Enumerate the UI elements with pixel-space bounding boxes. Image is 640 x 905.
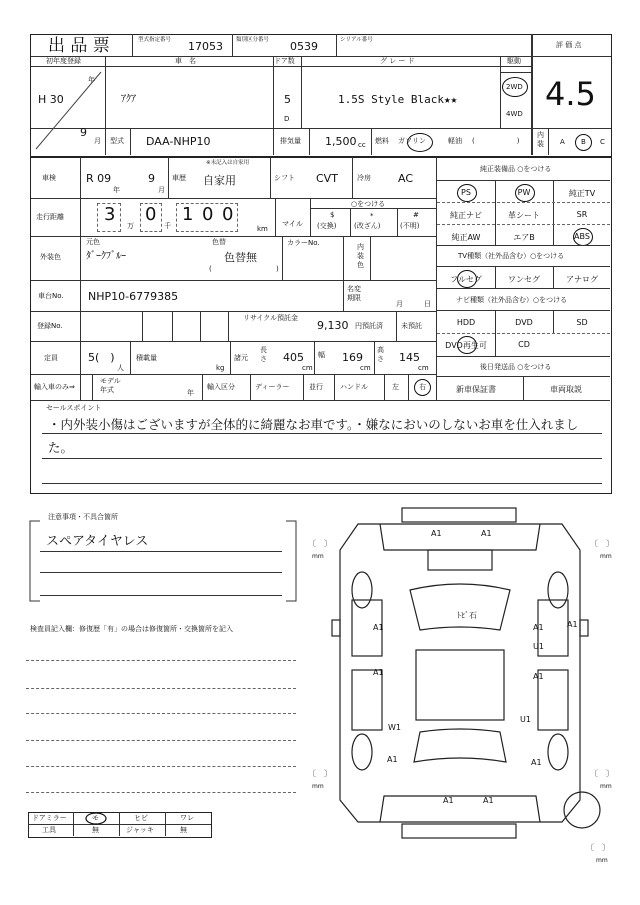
later-title: 後日発送品 ○をつける [480,363,552,371]
shaken-label: 車検 [42,174,56,182]
dia-bracket-tl: 〔 〕 [308,539,332,548]
equip-option-2: PW [517,188,531,197]
orig-color-label: 元色 [86,238,100,246]
interior-b-circle [575,134,592,151]
nav-option-4: DVD再生可 [445,341,487,350]
handle-right: 右 [419,383,426,391]
damage-right-quarter: A1 [531,758,542,767]
capacity-value: 5( ) [88,351,115,364]
score-label: 評 価 点 [556,41,582,49]
equip-title: 純正装備品 ○をつける [480,165,552,173]
dia-mm-tl: mm [312,553,324,560]
drive-2wd: 2WD [506,83,523,91]
tv-option-1: フルセグ [450,275,482,284]
model-year-unit: 年 [187,389,194,397]
shaken-month-unit: 月 [158,186,165,194]
dia-bracket-spare: 〔 〕 [586,843,610,852]
interior-c: C [600,138,605,146]
shaken-year-unit: 年 [113,186,120,194]
dia-mm-bl: mm [312,783,324,790]
damage-rear-left: A1 [443,796,454,805]
inspector-label: 検査員記入欄：修復歴「有」の場合は修復箇所・交換箇所を記入 [30,625,233,633]
chassis-label: 車台No. [38,292,64,300]
parallel: 並行 [309,383,323,391]
nav-option-3: SD [576,318,588,327]
nav-option-1: HDD [456,318,476,327]
equip-option-1: PS [461,188,471,197]
mile-label: マイル [282,220,303,228]
equip-option-6: SR [576,210,588,219]
len-unit: cm [302,364,313,372]
equip-option-9: ABS [574,232,590,241]
interior-b: B [581,138,586,146]
notes-label: 注意事項・不具合箇所 [48,513,118,521]
model-year-label: モデル年式 [100,377,121,394]
first-reg-label: 初年度登録 [46,57,81,65]
later-option-1: 新車保証書 [456,385,496,394]
repaint-value: 色替無 [224,251,257,264]
capacity-unit: 人 [117,364,124,372]
fuel-gasoline: ガソリン [398,137,426,145]
nav-title: ナビ種類（社外品含む）○をつける [456,296,568,304]
chassis-value: NHP10-6779385 [88,290,179,303]
sheet-title: 出 品 票 [48,36,110,56]
damage-right-mirror: A1 [567,620,578,629]
width-label: 幅 [318,351,325,359]
nav-option-5: CD [518,340,530,349]
height-label: 高さ [377,346,384,363]
altered-sym: * [370,212,374,220]
color-label: 外装色 [40,253,61,261]
handle-label: ハンドル [340,383,368,391]
equip-option-5: 革シート [508,211,540,220]
dia-bracket-br: 〔 〕 [590,769,614,778]
equip-option-2-circle [515,184,535,202]
mileage-unit-sen: 千 [164,222,171,230]
altered-text: (改ざん) [354,222,381,230]
class-no: 0539 [290,40,318,53]
mirror-label: ドアミラー [32,814,67,822]
type-no: 17053 [188,40,223,53]
mirror-motor-circle [84,812,108,825]
height-value: 145 [399,351,420,364]
height-unit: cm [418,364,429,372]
paren-close: ) [276,265,279,273]
dia-bracket-tr: 〔 〕 [590,539,614,548]
mirror-break: ワレ [180,814,194,822]
drive-2wd-circle [502,77,528,97]
mileage-digit-3: 1 [182,204,194,225]
tv-option-1-circle [457,270,477,288]
mirror-crack: ヒビ [134,814,148,822]
doors-sub: D [284,115,290,123]
dia-mm-spare: mm [596,857,608,864]
damage-windshield: ﾄﾋﾞ石 [457,611,477,620]
jack-value: 無 [180,826,187,834]
recycle-none: 未預託 [401,322,422,330]
recycle-unit: 円預託済 [355,322,383,330]
tools-label: 工具 [42,826,56,834]
equip-option-4: 純正ナビ [450,211,482,220]
ac-value: AC [398,172,414,185]
title-change-label: 名変期限 [347,285,361,302]
shift-value: CVT [316,172,338,185]
first-reg-month: 9 [80,126,87,139]
title-change-month: 月 [396,300,403,308]
later-option-2: 車両取説 [550,385,582,394]
damage-right-rear: U1 [520,715,531,724]
damage-left-quarter: A1 [387,755,398,764]
model-label: 型式 [110,137,124,145]
notes-text: スペアタイヤレス [46,534,149,549]
first-reg-year: H 30 [38,93,64,106]
len-value: 405 [283,351,304,364]
ac-label: 冷房 [357,174,371,182]
title-change-day: 日 [424,300,431,308]
dims-label: 諸元 [234,354,248,362]
nav-option-2: DVD [515,318,533,327]
sales-line-1: ・内外装小傷はございますが全体的に綺麗なお車です。・嫌なにおいのしないお車を仕入れまし [48,417,579,432]
doors-label: ドア数 [274,57,295,65]
displacement-value: 1,500 [325,135,357,148]
dia-bracket-bl: 〔 〕 [308,769,332,778]
fuel-gasoline-circle [407,133,433,152]
year-unit: 年 [88,76,95,84]
shaken-month: 9 [148,172,155,185]
cc-unit: cc [358,141,366,149]
displacement-label: 排気量 [280,137,301,145]
dealer: ディーラー [255,383,290,391]
jack-label: ジャッキ [126,826,154,834]
swap-text: (交換) [317,222,337,230]
dia-mm-tr: mm [600,553,612,560]
grade-label: グ レ ー ド [380,57,415,65]
sales-label: セールスポイント [46,404,102,412]
drive-4wd: 4WD [506,110,523,118]
recycle-label-1: リサイクル預託金 [243,314,299,322]
grade-value: 1.5S Style Black★★ [338,93,458,106]
doors-value: 5 [284,93,291,106]
damage-front-left: A1 [431,529,442,538]
sales-line-2: た。 [48,440,74,455]
load-label: 積載量 [136,354,157,362]
swap-sym: $ [330,211,335,219]
type-no-label: 型式指定番号 [138,37,172,43]
tv-option-3: アナログ [566,275,598,284]
month-unit: 月 [94,137,101,145]
regno-label: 登録No. [37,322,63,330]
handle-right-circle [414,379,431,396]
mileage-label: 走行距離 [36,213,64,221]
history-value: 自家用 [203,174,236,187]
tools-value: 無 [92,826,99,834]
shaken-r: R 09 [86,172,112,185]
drive-label: 駆動 [507,57,521,65]
nav-option-4-circle [457,336,477,354]
orig-color-value: ﾀﾞｰｸﾌﾞﾙｰ [86,251,126,262]
car-name: ｱｸｱ [121,94,136,105]
unknown-sym: # [413,211,419,219]
width-value: 169 [342,351,363,364]
handle-left: 左 [392,383,399,391]
mileage-digit-1: 3 [104,204,116,225]
history-note: ※未記入は自家用 [206,160,250,166]
equip-option-1-circle [457,184,477,202]
damage-left-rear: W1 [388,723,401,732]
recycle-value: 9,130 [317,319,349,332]
attach-label: ○をつける [351,200,386,208]
serial-label: シリアル番号 [340,37,373,43]
interior-a: A [560,138,565,146]
damage-left-door: A1 [373,668,384,677]
fuel-label: 燃料 [375,137,389,145]
dia-mm-br: mm [600,783,612,790]
class-no-label: 類別区分番号 [236,37,270,43]
history-label: 車歴 [172,174,186,182]
mileage-unit-man: 万 [127,222,134,230]
fuel-other: ( ) [472,137,520,145]
tv-title: TV種類（社外品含む）○をつける [458,252,565,260]
equip-option-7: 純正AW [451,233,481,242]
damage-right-fender: A1 [533,623,544,632]
import-type-label: 輸入区分 [207,383,235,391]
score-value: 4.5 [545,75,596,113]
mileage-km: km [257,225,268,233]
equip-option-9-circle [573,228,593,246]
import-label: 輸入車のみ⇒ [34,383,75,391]
damage-rear-right: A1 [483,796,494,805]
mileage-digit-2: 0 [145,204,157,225]
damage-right-door: A1 [533,672,544,681]
mileage-digit-5: 0 [222,204,234,225]
damage-right-fender-u: U1 [533,642,544,651]
int-color-label: 内装色 [357,243,364,269]
shift-label: シフト [274,174,295,182]
len-label: 長さ [260,346,267,363]
equip-option-3: 純正TV [568,189,596,198]
car-damage-diagram [300,500,640,870]
color-no-label: カラーNo. [287,239,320,247]
car-name-label: 車 名 [175,57,196,65]
tv-option-2: ワンセグ [508,275,540,284]
paren-open: ( [209,265,212,273]
damage-front-right: A1 [481,529,492,538]
equip-option-8: エアB [513,233,535,242]
fuel-diesel: 軽油 [448,137,462,145]
model-value: DAA-NHP10 [146,135,211,148]
width-unit: cm [360,364,371,372]
mirror-motor: モ [92,814,99,822]
load-unit: kg [216,364,225,372]
mileage-digit-4: 0 [202,204,214,225]
interior-label: 内装 [537,131,544,148]
capacity-label: 定員 [44,354,58,362]
damage-left-fender: A1 [373,623,384,632]
unknown-text: (不明) [400,222,420,230]
repaint-label: 色替 [212,238,226,246]
